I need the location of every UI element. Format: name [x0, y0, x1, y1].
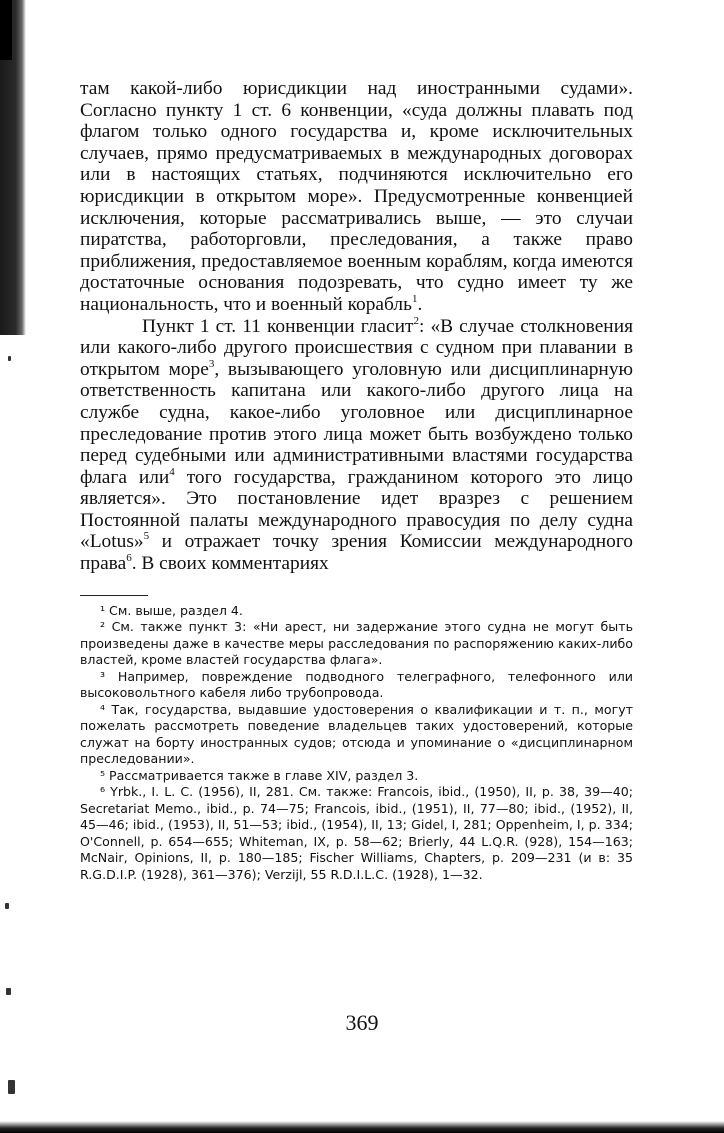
- footnote-ref-3: 3: [208, 357, 215, 370]
- paragraph-2-text-a: Пункт 1 ст. 11 конвенции гласит: [142, 315, 414, 337]
- paragraph-2-text-c: , вызывающего уголовную или дисциплинарную ответственность капитана или какого-либо другого лица на службе судна, какое-либо уголовное или дисциплинарное преследование против этого лица может быть возбуждено только перед судебными или административными властями государства флага или: [80, 358, 633, 488]
- paragraph-2-text-d: того государства, гражданином которого это лицо является». Это постановление идет вразрез с решением Постоянной палаты международного правосудия по делу судна «Lotus»: [80, 466, 633, 553]
- footnote-divider: [80, 595, 148, 596]
- page-content: [80, 78, 633, 883]
- footnotes: [80, 603, 633, 884]
- scan-speck: [6, 988, 11, 995]
- paragraph-2-text-f: . В своих комментариях: [131, 553, 329, 575]
- footnote-5: ⁵ Рассматривается также в главе XIV, раздел 3.: [100, 767, 419, 783]
- main-text: [80, 78, 633, 575]
- footnote-ref-5: 5: [143, 530, 150, 543]
- scan-binding-mark: [0, 0, 12, 60]
- scan-speck: [8, 356, 11, 361]
- page-number: 369: [345, 1010, 379, 1035]
- footnote-ref-2: 2: [413, 314, 419, 327]
- scan-bottom-edge: [0, 1121, 724, 1133]
- paragraph-1: [80, 78, 633, 316]
- paragraph-1-text: там какой-либо юрисдикции над иностранными судами». Согласно пункту 1 ст. 6 конвенции, «суда должны плавать под флагом только одного государства и, кроме исключительных случаев, прямо предусматриваемых в международных договорах или в настоящих статьях, подчиняются исключительно его юрисдикции в открытом море». Предусмотренные конвенцией исключения, которые рассматривались выше, — это случаи пиратства, работорговли, преследования, а также право приближения, предоставляемое военным кораблям, когда имеются достаточные основания подозревать, что судно имеет ту же национальность, что и военный корабль: [80, 78, 633, 315]
- paragraph-2-text-b: : «В случае столкновения или какого-либо другого происшествия с судном при плавании в открытом море: [80, 315, 633, 380]
- paragraph-2: [80, 316, 633, 575]
- paragraph-2-text-e: и отражает точку зрения Комиссии международного права: [80, 531, 633, 575]
- scan-speck: [5, 903, 9, 909]
- footnote-1: ¹ См. выше, раздел 4.: [100, 602, 243, 618]
- footnote-ref-1: 1: [411, 292, 418, 305]
- scan-speck: [8, 1080, 15, 1094]
- footnote-2: ² См. также пункт 3: «Ни арест, ни задержание этого судна не могут быть произведены даже в качестве меры расследования по распоряжению каких-либо властей, кроме властей государства флага».: [80, 619, 633, 668]
- footnote-4: ⁴ Так, государства, выдавшие удостоверения о квалификации и т. п., могут пожелать рассмотреть поведение владельцев таких удостоверений, которые служат на борту иностранных судов; отсюда и упоминание о «дисциплинарном преследовании».: [80, 701, 633, 767]
- footnote-ref-6: 6: [126, 552, 132, 565]
- footnote-6: ⁶ Yrbk., I. L. C. (1956), II, 281. См. также: Francois, ibid., (1950), II, p. 38, 39—40; Secretariat Memo., ibid., p. 74—75; Francois, ibid., (1951), II, 77—80; ibid., (1952), II, 45—46; ibid., (1953), II, 51—53; ibid., (1954), II, 13; Gidel, I, 281; Oppenheim, I, p. 334; O'Connell, p. 654—655; Whiteman, IX, p. 58—62; Brierly, 44 L.Q.R. (928), 154—163; McNair, Opinions, II, p. 180—185; Fischer Williams, Chapters, p. 209—231 (и в: 35 R.G.D.I.P. (1928), 361—376); Verzijl, 55 R.D.I.L.C. (1928), 1—32.: [80, 784, 633, 882]
- paragraph-1-end: .: [417, 293, 423, 315]
- footnote-ref-4: 4: [169, 465, 175, 478]
- footnote-3: ³ Например, повреждение подводного телеграфного, телефонного или высоковольтного кабеля либо трубопровода.: [80, 668, 633, 701]
